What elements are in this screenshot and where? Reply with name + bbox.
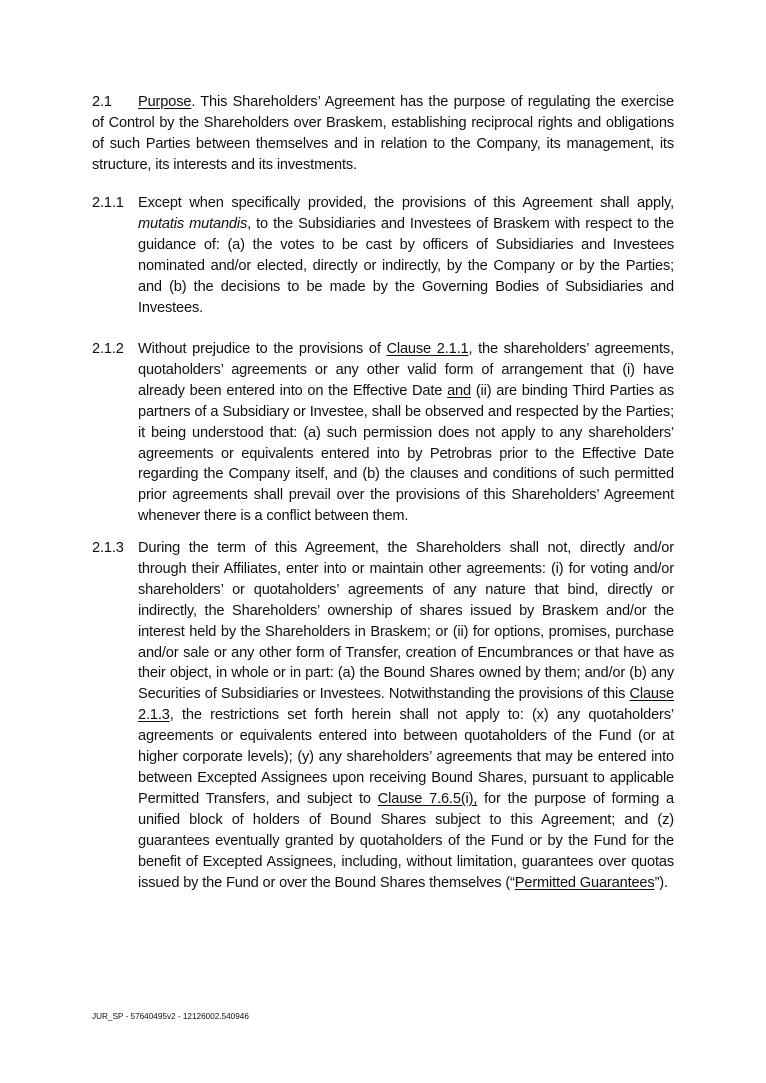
clause-body [138, 538, 674, 893]
clause-body [138, 339, 674, 527]
underlined-conjunction: and [447, 382, 471, 399]
clause-text: Without prejudice to the provisions of [138, 341, 387, 357]
clause-text: , the shareholders’ agreements, quotaholders’ agreements or any other valid form of arrangement that (i) have already been entered into on the Effective Date [138, 341, 674, 399]
clause-number: 2.1.3 [92, 540, 124, 556]
clause-body [138, 193, 674, 318]
clause-number: 2.1 [92, 94, 112, 110]
clause-number: 2.1.1 [92, 195, 124, 211]
clause-text: , to the Subsidiaries and Investees of Braskem with respect to the guidance of: (a) the votes to be cast by officers of Subsidiaries and Investees nominated and/or elected, directly or indirectly, by the Company or by the Parties; and (b) the decisions to be made by the Governing Bodies of Subsidiaries and Investees. [138, 215, 674, 316]
clause-text: During the term of this Agreement, the Shareholders shall not, directly and/or through their Affiliates, enter into or maintain other agreements: (i) for voting and/or shareholders’ or quotaholders’ agreements of any nature that bind, directly or indirectly, the Shareholders’ ownership of shares issued by Braskem and/or the interest held by the Shareholders in Braskem; or (ii) for options, promises, purchase and/or sale or any other form of Transfer, creation of Encumbrances or that have as their object, in whole or in part: (a) the Bound Shares owned by them; and/or (b) any Securities of Subsidiaries or Investees. Notwithstanding the provisions of this [138, 540, 674, 703]
cross-reference: Clause 2.1.3 [138, 686, 674, 724]
cross-reference: Clause 7.6.5(i), [377, 790, 478, 807]
defined-term: Permitted Guarantees [514, 874, 655, 891]
clause-text: . This Shareholders’ Agreement has the purpose of regulating the exercise of Control by the Shareholders over Braskem, establishing reciprocal rights and obligations of such Parties between themselves and in relation to the Company, its management, its structure, its interests and its investments. [92, 94, 674, 173]
footer-document-id: JUR_SP - 57640495v2 - 12126002.540946 [92, 1012, 249, 1021]
clause-text: (ii) are binding Third Parties as partners of a Subsidiary or Investee, shall be observed and respected by the Parties; it being understood that: (a) such permission does not apply to any shareholders’ agreements or equivalents entered into by Petrobras prior to the Effective Date regarding the Company itself, and (b) the clauses and conditions of such permitted prior agreements shall prevail over the provisions of this Shareholders’ Agreement whenever there is a conflict between them. [138, 382, 674, 525]
clause-text: ”). [654, 874, 668, 891]
clause-2-1-3 [92, 538, 674, 893]
clause-text: for the purpose of forming a unified block of holders of Bound Shares subject to this Agreement; and (z) guarantees eventually granted by quotaholders of the Fund or by the Fund for the benefit of Excepted Assignees, including, without limitation, guarantees over quotas issued by the Fund or over the Bound Shares themselves (“ [138, 790, 674, 891]
clause-heading-purpose: Purpose [138, 94, 192, 110]
italic-term: mutatis mutandis [138, 215, 248, 232]
clause-text: Except when specifically provided, the provisions of this Agreement shall apply, [138, 195, 674, 211]
clause-2-1-2 [92, 339, 674, 527]
clause-number: 2.1.2 [92, 341, 124, 357]
clause-2-1 [92, 92, 674, 176]
clause-text: , the restrictions set forth herein shall not apply to: (x) any quotaholders’ agreements or equivalents entered into between quotaholders of the Fund (or at higher corporate levels); (y) any shareholders’ agreements that may be entered into between Excepted Assignees upon receiving Bound Shares, pursuant to applicable Permitted Transfers, and subject to [138, 707, 674, 807]
cross-reference: Clause 2.1.1 [386, 341, 469, 357]
clause-2-1-1 [92, 193, 674, 318]
